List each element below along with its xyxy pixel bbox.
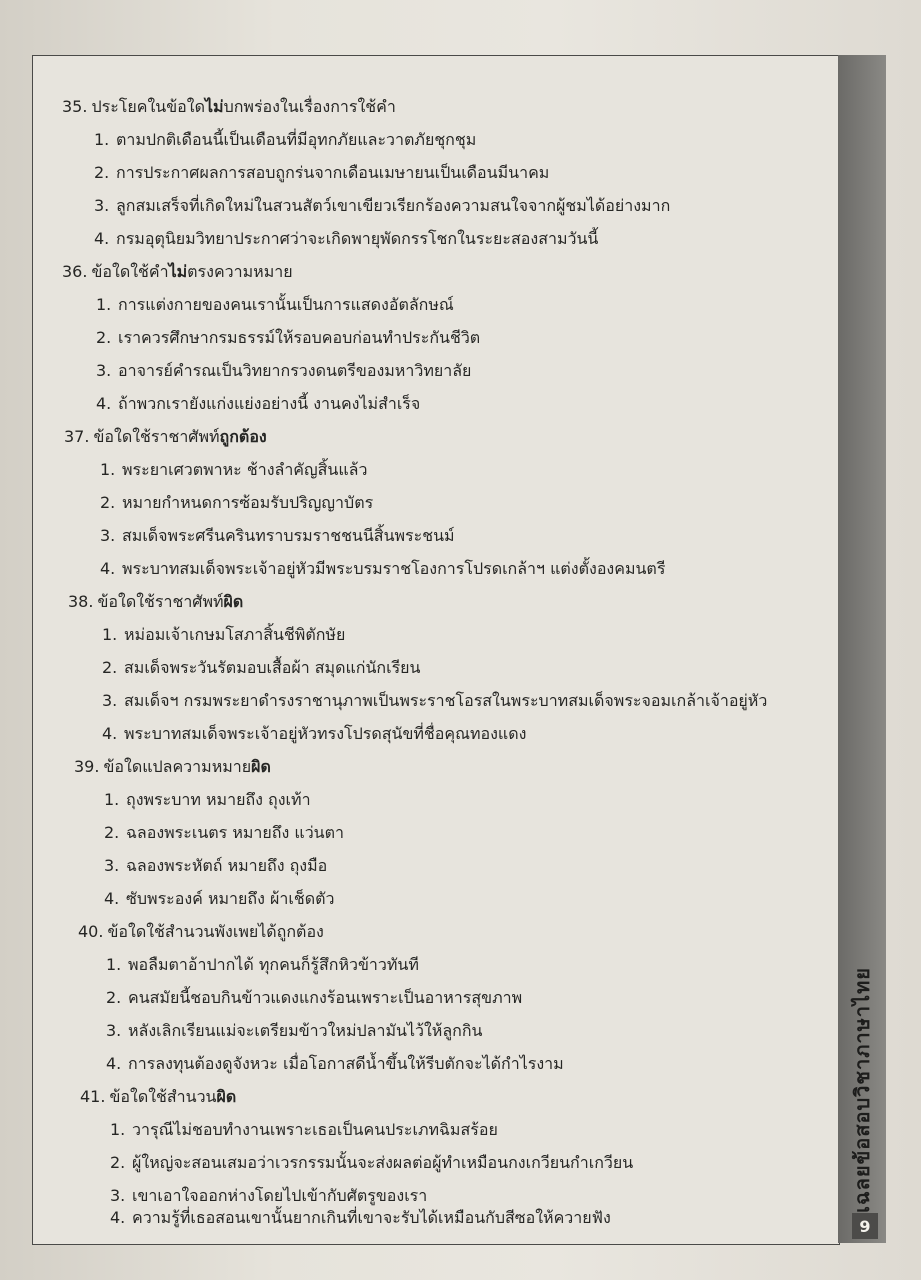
question-number: 36. bbox=[62, 262, 88, 281]
option-40-2 bbox=[106, 988, 522, 1008]
option-35-4 bbox=[94, 229, 598, 249]
option-39-2 bbox=[104, 823, 344, 843]
question-41 bbox=[80, 1087, 236, 1107]
question-text: ประโยคในข้อใด bbox=[91, 97, 205, 116]
option-number: 1. bbox=[94, 130, 110, 149]
option-40-1 bbox=[106, 955, 419, 975]
option-text: สมเด็จพระวันรัตมอบเสื้อผ้า สมุดแก่นักเรียน bbox=[124, 658, 421, 677]
question-emphasis: ผิด bbox=[251, 757, 271, 776]
option-number: 2. bbox=[96, 328, 112, 347]
option-text: หลังเลิกเรียนแม่จะเตรียมข้าวใหม่ปลามันไว้ให้ลูกกิน bbox=[128, 1021, 483, 1040]
page-number: 9 bbox=[852, 1213, 878, 1239]
option-39-3 bbox=[104, 856, 327, 876]
option-text: ถุงพระบาท หมายถึง ถุงเท้า bbox=[126, 790, 311, 809]
option-text: หม่อมเจ้าเกษมโสภาสิ้นชีพิตักษัย bbox=[124, 625, 346, 644]
option-number: 2. bbox=[104, 823, 120, 842]
option-text: การประกาศผลการสอบถูกร่นจากเดือนเมษายนเป็นเดือนมีนาคม bbox=[116, 163, 550, 182]
option-35-3 bbox=[94, 196, 670, 216]
question-text: ข้อใดใช้สำนวนพังเพยได้ถูกต้อง bbox=[107, 922, 324, 941]
option-number: 1. bbox=[102, 625, 118, 644]
option-text: การแต่งกายของคนเรานั้นเป็นการแสดงอัตลักษณ์ bbox=[118, 295, 454, 314]
side-title-text: เฉลยข้อสอบวิชาภาษาไทย bbox=[850, 967, 874, 1213]
option-41-4 bbox=[110, 1208, 611, 1228]
question-text: ข้อใดใช้คำ bbox=[91, 262, 169, 281]
option-text: ลูกสมเสร็จที่เกิดใหม่ในสวนสัตว์เขาเขียวเรียกร้องความสนใจจากผู้ชมได้อย่างมาก bbox=[116, 196, 671, 215]
option-text: สมเด็จฯ กรมพระยาดำรงราชานุภาพเป็นพระราชโอรสในพระบาทสมเด็จพระจอมเกล้าเจ้าอยู่หัว bbox=[124, 691, 768, 710]
option-text: พอลืมตาอ้าปากได้ ทุกคนก็รู้สึกหิวข้าวทันที bbox=[128, 955, 419, 974]
option-38-1 bbox=[102, 625, 345, 645]
question-number: 40. bbox=[78, 922, 104, 941]
option-38-4 bbox=[102, 724, 526, 744]
question-emphasis: ไม่ bbox=[204, 97, 224, 116]
question-35 bbox=[62, 97, 396, 117]
question-text-end: ตรงความหมาย bbox=[187, 262, 293, 281]
option-37-4 bbox=[100, 559, 665, 579]
option-number: 2. bbox=[94, 163, 110, 182]
option-number: 4. bbox=[94, 229, 110, 248]
question-number: 38. bbox=[68, 592, 94, 611]
option-text: อาจารย์คำรณเป็นวิทยากรวงดนตรีของมหาวิทยาลัย bbox=[118, 361, 472, 380]
option-41-2 bbox=[110, 1153, 633, 1173]
option-text: เราควรศึกษากรมธรรม์ให้รอบคอบก่อนทำประกันชีวิต bbox=[118, 328, 481, 347]
question-emphasis: ถูกต้อง bbox=[219, 427, 267, 446]
option-number: 4. bbox=[96, 394, 112, 413]
option-number: 1. bbox=[96, 295, 112, 314]
question-text: ข้อใดใช้ราชาศัพท์ bbox=[97, 592, 224, 611]
question-text: ข้อใดแปลความหมาย bbox=[103, 757, 252, 776]
option-text: ผู้ใหญ่จะสอนเสมอว่าเวรกรรมนั้นจะส่งผลต่อผู้ทำเหมือนกงเกวียนกำเกวียน bbox=[132, 1153, 634, 1172]
question-number: 41. bbox=[80, 1087, 106, 1106]
question-text: ข้อใดใช้ราชาศัพท์ bbox=[93, 427, 220, 446]
option-text: ถ้าพวกเรายังแก่งแย่งอย่างนี้ งานคงไม่สำเร็จ bbox=[118, 394, 421, 413]
option-35-2 bbox=[94, 163, 549, 183]
option-text: วารุณีไม่ชอบทำงานเพราะเธอเป็นคนประเภทฉิมสร้อย bbox=[132, 1120, 498, 1139]
option-number: 4. bbox=[102, 724, 118, 743]
option-text: หมายกำหนดการซ้อมรับปริญญาบัตร bbox=[122, 493, 374, 512]
question-emphasis: ไม่ bbox=[168, 262, 188, 281]
option-number: 2. bbox=[100, 493, 116, 512]
option-number: 2. bbox=[106, 988, 122, 1007]
question-text-end: บกพร่องในเรื่องการใช้คำ bbox=[223, 97, 396, 116]
question-text: ข้อใดใช้สำนวน bbox=[109, 1087, 217, 1106]
option-39-1 bbox=[104, 790, 311, 810]
option-number: 4. bbox=[100, 559, 116, 578]
option-36-4 bbox=[96, 394, 420, 414]
option-text: ตามปกติเดือนนี้เป็นเดือนที่มีอุทกภัยและวาตภัยชุกชุม bbox=[116, 130, 477, 149]
option-text: คนสมัยนี้ชอบกินข้าวแดงแกงร้อนเพราะเป็นอาหารสุขภาพ bbox=[128, 988, 523, 1007]
option-39-4 bbox=[104, 889, 334, 909]
option-text: ซับพระองค์ หมายถึง ผ้าเช็ดตัว bbox=[126, 889, 335, 908]
option-36-2 bbox=[96, 328, 480, 348]
option-number: 3. bbox=[110, 1186, 126, 1205]
question-39 bbox=[74, 757, 271, 777]
option-text: พระบาทสมเด็จพระเจ้าอยู่หัวทรงโปรดสุนัขที่ชื่อคุณทองแดง bbox=[124, 724, 527, 743]
question-number: 35. bbox=[62, 97, 88, 116]
option-text: สมเด็จพระศรีนครินทราบรมราชชนนีสิ้นพระชนม์ bbox=[122, 526, 455, 545]
option-text: พระยาเศวตพาหะ ช้างลำคัญสิ้นแล้ว bbox=[122, 460, 368, 479]
option-41-3 bbox=[110, 1186, 427, 1206]
option-40-4 bbox=[106, 1054, 564, 1074]
option-36-3 bbox=[96, 361, 471, 381]
option-38-2 bbox=[102, 658, 421, 678]
option-number: 1. bbox=[100, 460, 116, 479]
option-text: ฉลองพระเนตร หมายถึง แว่นตา bbox=[126, 823, 344, 842]
question-number: 39. bbox=[74, 757, 100, 776]
option-text: เขาเอาใจออกห่างโดยไปเข้ากับศัตรูของเรา bbox=[132, 1186, 428, 1205]
question-number: 37. bbox=[64, 427, 90, 446]
option-37-3 bbox=[100, 526, 455, 546]
question-36 bbox=[62, 262, 293, 282]
option-number: 3. bbox=[96, 361, 112, 380]
option-number: 3. bbox=[100, 526, 116, 545]
option-37-1 bbox=[100, 460, 367, 480]
option-36-1 bbox=[96, 295, 454, 315]
option-number: 4. bbox=[104, 889, 120, 908]
option-number: 1. bbox=[106, 955, 122, 974]
option-text: พระบาทสมเด็จพระเจ้าอยู่หัวมีพระบรมราชโองการโปรดเกล้าฯ แต่งตั้งองคมนตรี bbox=[122, 559, 666, 578]
option-text: ความรู้ที่เธอสอนเขานั้นยากเกินที่เขาจะรับได้เหมือนกับสีซอให้ควายฟัง bbox=[132, 1208, 611, 1227]
option-number: 1. bbox=[110, 1120, 126, 1139]
question-emphasis: ผิด bbox=[216, 1087, 237, 1106]
option-35-1 bbox=[94, 130, 476, 150]
option-number: 3. bbox=[104, 856, 120, 875]
option-number: 4. bbox=[110, 1208, 126, 1227]
option-number: 2. bbox=[110, 1153, 126, 1172]
option-number: 4. bbox=[106, 1054, 122, 1073]
side-title bbox=[838, 960, 886, 1220]
question-38 bbox=[68, 592, 243, 612]
question-emphasis: ผิด bbox=[223, 592, 244, 611]
option-number: 3. bbox=[106, 1021, 122, 1040]
option-38-3 bbox=[102, 691, 767, 711]
option-40-3 bbox=[106, 1021, 482, 1041]
option-number: 3. bbox=[102, 691, 118, 710]
option-text: ฉลองพระหัตถ์ หมายถึง ถุงมือ bbox=[126, 856, 328, 875]
option-text: การลงทุนต้องดูจังหวะ เมื่อโอกาสดีน้ำขึ้นให้รีบตักจะได้กำไรงาม bbox=[128, 1054, 564, 1073]
option-37-2 bbox=[100, 493, 373, 513]
question-37 bbox=[64, 427, 267, 447]
option-number: 1. bbox=[104, 790, 120, 809]
question-40 bbox=[78, 922, 324, 942]
option-text: กรมอุตุนิยมวิทยาประกาศว่าจะเกิดพายุพัดกรรโชกในระยะสองสามวันนี้ bbox=[116, 229, 599, 248]
option-41-1 bbox=[110, 1120, 498, 1140]
option-number: 2. bbox=[102, 658, 118, 677]
option-number: 3. bbox=[94, 196, 110, 215]
